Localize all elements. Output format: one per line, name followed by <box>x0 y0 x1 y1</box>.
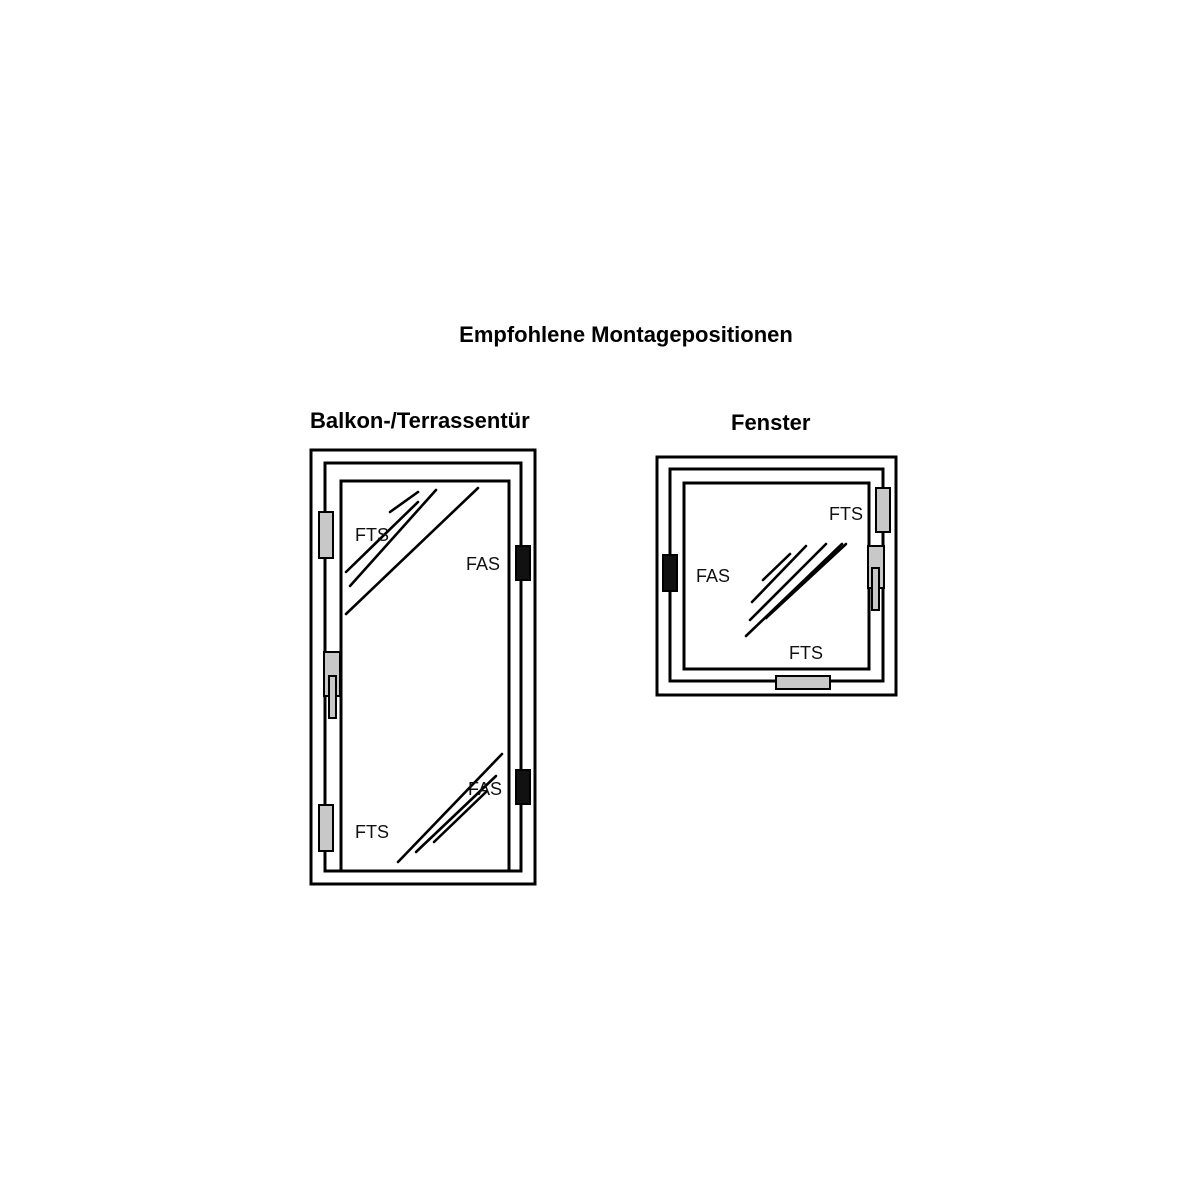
door-diagram <box>311 450 535 884</box>
door-label-fts-top: FTS <box>355 525 389 545</box>
window-heading: Fenster <box>731 410 811 435</box>
window-fts-sensor-bottom <box>776 676 830 689</box>
door-fts-sensor-top <box>319 512 333 558</box>
window-label-fts-bottom: FTS <box>789 643 823 663</box>
door-label-fts-bottom: FTS <box>355 822 389 842</box>
window-fas-sensor-left <box>663 555 677 591</box>
door-label-fas-top: FAS <box>466 554 501 574</box>
window-label-fts-top: FTS <box>829 504 863 524</box>
door-fts-sensor-bottom <box>319 805 333 851</box>
window-label-fas-left: FAS <box>696 566 731 586</box>
door-heading: Balkon-/Terrassentür <box>310 408 530 433</box>
window-diagram <box>657 457 896 695</box>
door-glass-reflection-bottom <box>398 754 502 862</box>
window-glass-reflection <box>746 544 846 636</box>
window-fts-sensor-right <box>876 488 890 532</box>
page-title: Empfohlene Montagepositionen <box>459 322 793 347</box>
door-fas-sensor-top <box>516 546 530 580</box>
door-fas-sensor-bottom <box>516 770 530 804</box>
door-outer-frame <box>311 450 535 884</box>
door-label-fas-bottom: FAS <box>468 779 503 799</box>
door-glass-reflection-top <box>346 488 478 614</box>
